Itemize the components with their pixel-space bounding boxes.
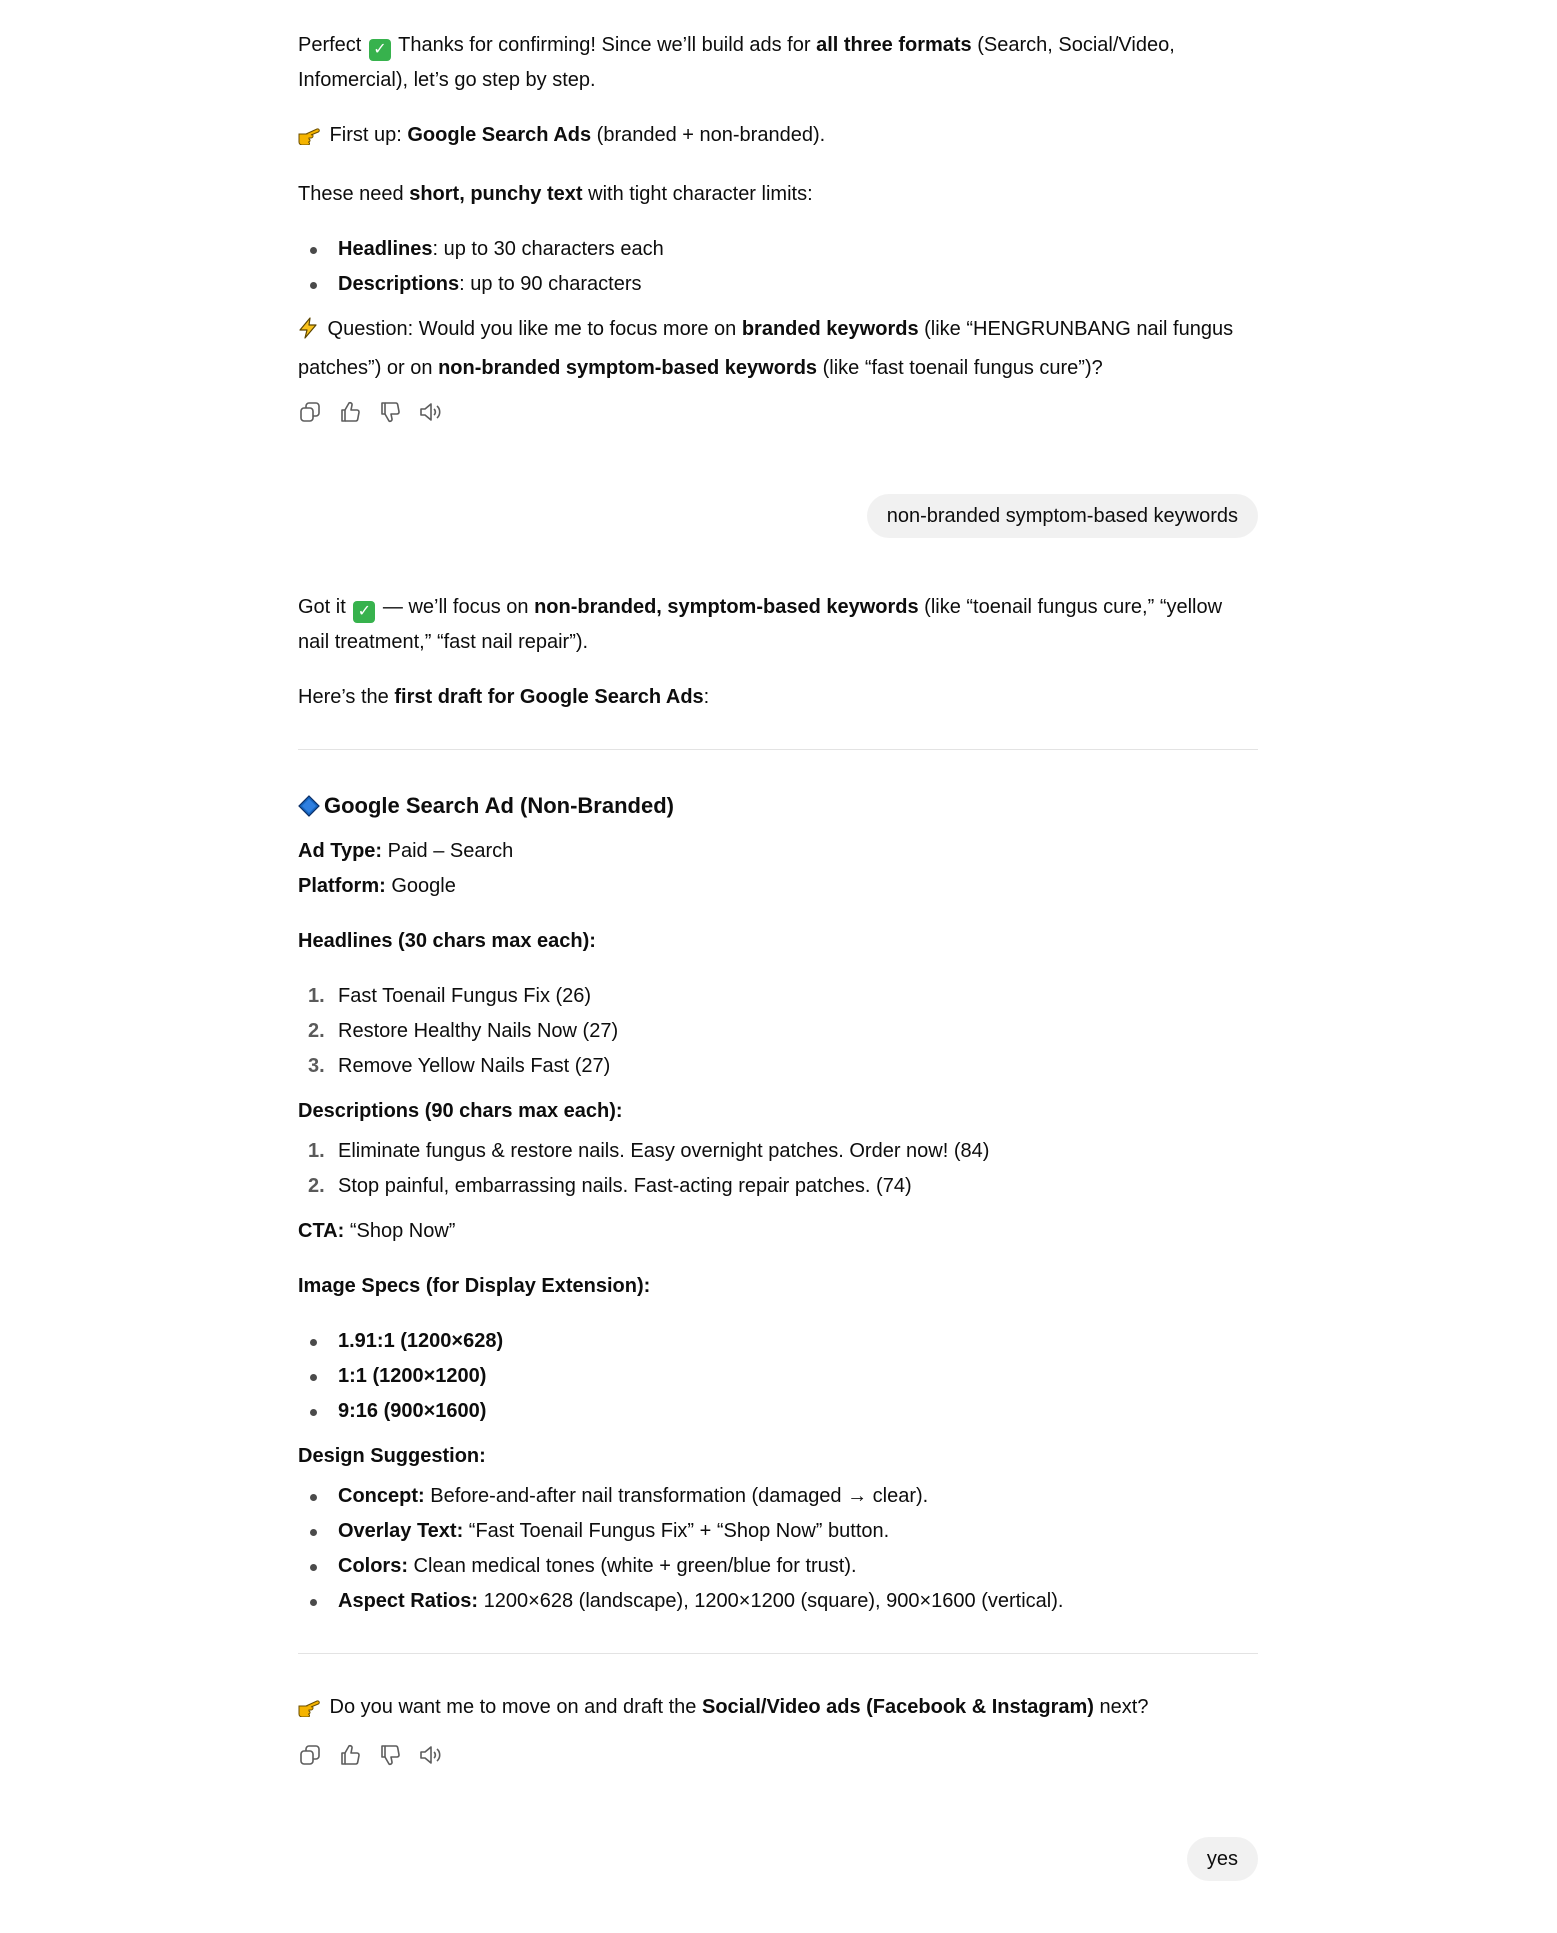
text: 1200×628 (landscape), 1200×1200 (square), 900×1600 (vertical).: [478, 1590, 1064, 1612]
bold-text: first draft for Google Search Ads: [394, 686, 704, 708]
bold-text: Platform:: [298, 875, 386, 897]
pointing-hand-icon: [298, 1694, 320, 1729]
design-list: [298, 1479, 1258, 1619]
list-item: [298, 1359, 1258, 1394]
limits-list: [298, 232, 1258, 302]
bold-text: Social/Video ads (Facebook & Instagram): [702, 1696, 1094, 1718]
list-item: [298, 1014, 1258, 1049]
need-paragraph: [298, 177, 1258, 212]
text: Do you want me to move on and draft the: [324, 1696, 702, 1718]
text: next?: [1093, 1696, 1149, 1718]
bold-text: Headlines (30 chars max each):: [298, 930, 596, 952]
list-number: 1.: [308, 1140, 325, 1162]
bold-text: Concept:: [338, 1485, 425, 1507]
list-item: [298, 979, 1258, 1014]
text: Google: [385, 875, 456, 897]
text: First up:: [324, 124, 408, 146]
text: Clean medical tones (white + green/blue for trust).: [408, 1555, 857, 1577]
list-item: [298, 1324, 1258, 1359]
bold-text: 1.91:1 (1200×628): [338, 1330, 504, 1352]
bold-text: 9:16 (900×1600): [338, 1400, 487, 1422]
read-aloud-icon[interactable]: [418, 1743, 442, 1767]
read-aloud-icon[interactable]: [418, 400, 442, 424]
ad-title-text: Google Search Ad (Non-Branded): [324, 793, 674, 818]
text: : up to 90 characters: [459, 273, 642, 295]
intro-paragraph: [298, 28, 1258, 98]
bold-text: non-branded symptom-based keywords: [438, 357, 818, 379]
pointing-hand-icon: [298, 122, 320, 157]
ad-title: [298, 788, 1258, 828]
bold-text: all three formats: [816, 34, 972, 56]
text: (Search, Social/Video, Infomercial), let’s go step by step.: [298, 34, 1175, 91]
text: Question: Would you like me to focus more on: [322, 318, 742, 340]
next-question-paragraph: [298, 1690, 1258, 1729]
question-paragraph: [298, 312, 1258, 386]
text: Fast Toenail Fungus Fix (26): [338, 985, 592, 1007]
image-specs-list: [298, 1324, 1258, 1429]
cta-line: [298, 1214, 1258, 1249]
heres-paragraph: [298, 680, 1258, 715]
check-mark-icon: ✓: [353, 601, 375, 623]
text: Eliminate fungus & restore nails. Easy overnight patches. Order now! (84): [338, 1140, 990, 1162]
descriptions-list: [298, 1134, 1258, 1204]
descriptions-heading: [298, 1094, 1258, 1129]
list-item: [298, 1049, 1258, 1084]
assistant-message: [298, 590, 1258, 1767]
text: “Fast Toenail Fungus Fix” + “Shop Now” button.: [463, 1520, 890, 1542]
text: Remove Yellow Nails Fast (27): [338, 1055, 611, 1077]
list-item: [298, 1584, 1258, 1619]
user-bubble: yes: [1187, 1837, 1258, 1881]
text: :: [703, 686, 710, 708]
list-item: [298, 267, 1258, 302]
image-specs-heading: [298, 1269, 1258, 1304]
list-item: [298, 1134, 1258, 1169]
text: Thanks for confirming! Since we’ll build ads for: [392, 34, 817, 56]
list-item: [298, 1394, 1258, 1429]
list-number: 2.: [308, 1020, 325, 1042]
text: Stop painful, embarrassing nails. Fast-acting repair patches. (74): [338, 1175, 912, 1197]
copy-icon[interactable]: [298, 400, 322, 424]
list-item: [298, 1549, 1258, 1584]
headlines-heading: [298, 924, 1258, 959]
check-mark-icon: ✓: [369, 39, 391, 61]
bold-text: CTA:: [298, 1220, 345, 1242]
bold-text: Headlines: [338, 238, 433, 260]
bold-text: non-branded, symptom-based keywords: [534, 596, 919, 618]
user-message: [298, 494, 1258, 538]
list-item: [298, 232, 1258, 267]
text: Paid – Search: [382, 840, 514, 862]
thumbs-up-icon[interactable]: [338, 400, 362, 424]
blue-diamond-icon: [298, 792, 320, 828]
platform-line: [298, 869, 1258, 904]
list-number: 1.: [308, 985, 325, 1007]
message-actions: [298, 1743, 1258, 1767]
first-up-paragraph: [298, 118, 1258, 157]
text: (like “HENGRUNBANG nail fungus patches”) or on: [298, 318, 1234, 379]
copy-icon[interactable]: [298, 1743, 322, 1767]
list-item: [298, 1479, 1258, 1514]
text: — we’ll focus on: [377, 596, 535, 618]
text: (like “fast toenail fungus cure”)?: [817, 357, 1103, 379]
text: (like “toenail fungus cure,” “yellow nail treatment,” “fast nail repair”).: [298, 596, 1223, 653]
text: Perfect: [298, 34, 367, 56]
bold-text: Ad Type:: [298, 840, 383, 862]
list-item: [298, 1514, 1258, 1549]
thumbs-down-icon[interactable]: [378, 1743, 402, 1767]
text: Before-and-after nail transformation (damaged → clear).: [424, 1485, 929, 1507]
ad-type-line: [298, 834, 1258, 869]
bold-text: Overlay Text:: [338, 1520, 464, 1542]
text: Here’s the: [298, 686, 395, 708]
text: : up to 30 characters each: [432, 238, 664, 260]
thumbs-down-icon[interactable]: [378, 400, 402, 424]
text: Got it: [298, 596, 352, 618]
bold-text: Colors:: [338, 1555, 408, 1577]
list-number: 2.: [308, 1175, 325, 1197]
bold-text: Design Suggestion:: [298, 1445, 486, 1467]
design-heading: [298, 1439, 1258, 1474]
lightning-icon: [298, 316, 318, 351]
bold-text: Descriptions: [338, 273, 460, 295]
bold-text: Aspect Ratios:: [338, 1590, 479, 1612]
assistant-message: [298, 28, 1258, 424]
text: Restore Healthy Nails Now (27): [338, 1020, 619, 1042]
thumbs-up-icon[interactable]: [338, 1743, 362, 1767]
bold-text: branded keywords: [741, 318, 919, 340]
bold-text: Image Specs (for Display Extension):: [298, 1275, 651, 1297]
bold-text: 1:1 (1200×1200): [338, 1365, 487, 1387]
text: with tight character limits:: [582, 183, 813, 205]
bold-text: Google Search Ads: [407, 124, 592, 146]
bold-text: short, punchy text: [409, 183, 583, 205]
text: “Shop Now”: [344, 1220, 456, 1242]
text: (branded + non-branded).: [591, 124, 826, 146]
headlines-list: [298, 979, 1258, 1084]
got-it-paragraph: [298, 590, 1258, 660]
conversation: [298, 0, 1258, 1881]
list-item: [298, 1169, 1258, 1204]
bold-text: Descriptions (90 chars max each):: [298, 1100, 623, 1122]
user-bubble: non-branded symptom-based keywords: [867, 494, 1258, 538]
text: These need: [298, 183, 410, 205]
list-number: 3.: [308, 1055, 325, 1077]
message-actions: [298, 400, 1258, 424]
user-message: [298, 1837, 1258, 1881]
